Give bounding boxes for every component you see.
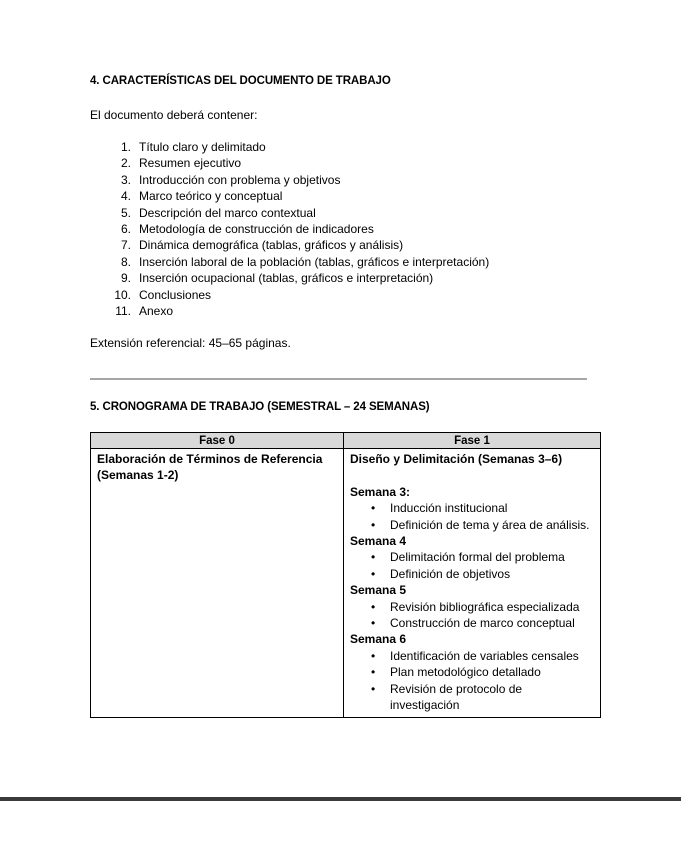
table-header-row (91, 433, 601, 449)
list-item: • Definición de objetivos (350, 566, 596, 582)
list-item: 4. Marco teórico y conceptual (120, 189, 283, 204)
fase-1-title: Diseño y Delimitación (Semanas 3–6) (350, 452, 563, 466)
list-item: 1. Título claro y delimitado (120, 140, 266, 154)
list-item: 8. Inserción laboral de la población (tablas, gráficos e interpretación) (120, 254, 490, 269)
list-item: 2. Resumen ejecutivo (120, 156, 242, 171)
list-item: 6. Metodología de construcción de indicadores (120, 221, 374, 236)
list-item: • Revisión bibliográfica especializada (350, 599, 596, 615)
fase-1-cell (344, 449, 601, 718)
week-label: Semana 3: (350, 484, 411, 499)
extension-note: Extensión referencial: 45–65 páginas. (90, 336, 291, 350)
section-4-heading: 4. CARACTERÍSTICAS DEL DOCUMENTO DE TRABAJO (90, 75, 391, 87)
section-4-intro: El documento deberá contener: (90, 108, 258, 122)
list-item: 11. Anexo (115, 303, 174, 318)
week-4-list (350, 549, 596, 582)
page-bottom-bar (0, 797, 681, 801)
list-item: 10. Conclusiones (114, 287, 212, 302)
fase-0-title: Elaboración de Términos de Referencia (97, 452, 323, 466)
list-item: • Identificación de variables censales (350, 648, 596, 664)
week-label: Semana 5 (350, 583, 407, 598)
list-item: 7. Dinámica demográfica (tablas, gráficos y análisis) (120, 238, 404, 253)
fase-0-weeks: (Semanas 1-2) (97, 468, 179, 483)
week-label: Semana 4 (350, 534, 407, 549)
fase-0-cell (91, 449, 344, 718)
list-item: 5. Descripción del marco contextual (120, 205, 316, 220)
week-label: Semana 6 (350, 632, 407, 647)
list-item: • Plan metodológico detallado (350, 664, 596, 680)
list-item: • Revisión de protocolo de investigación (350, 681, 596, 714)
list-item: • Definición de tema y área de análisis. (350, 517, 596, 533)
requirements-list (108, 139, 489, 319)
week-5-list (350, 599, 596, 632)
week-3-list (350, 500, 596, 533)
list-item: 3. Introducción con problema y objetivos (120, 172, 341, 187)
section-divider (90, 378, 587, 380)
table-row (91, 449, 601, 718)
header-fase-0: Fase 0 (91, 433, 344, 449)
list-item: • Delimitación formal del problema (350, 549, 596, 565)
header-fase-1: Fase 1 (344, 433, 601, 449)
week-6-list (350, 648, 596, 714)
section-5-heading: 5. CRONOGRAMA DE TRABAJO (SEMESTRAL – 24 SEMANAS) (90, 401, 430, 413)
schedule-table (90, 432, 601, 718)
list-item: • Inducción institucional (350, 500, 596, 516)
list-item: • Construcción de marco conceptual (350, 615, 596, 631)
list-item: 9. Inserción ocupacional (tablas, gráficos e interpretación) (120, 271, 434, 286)
